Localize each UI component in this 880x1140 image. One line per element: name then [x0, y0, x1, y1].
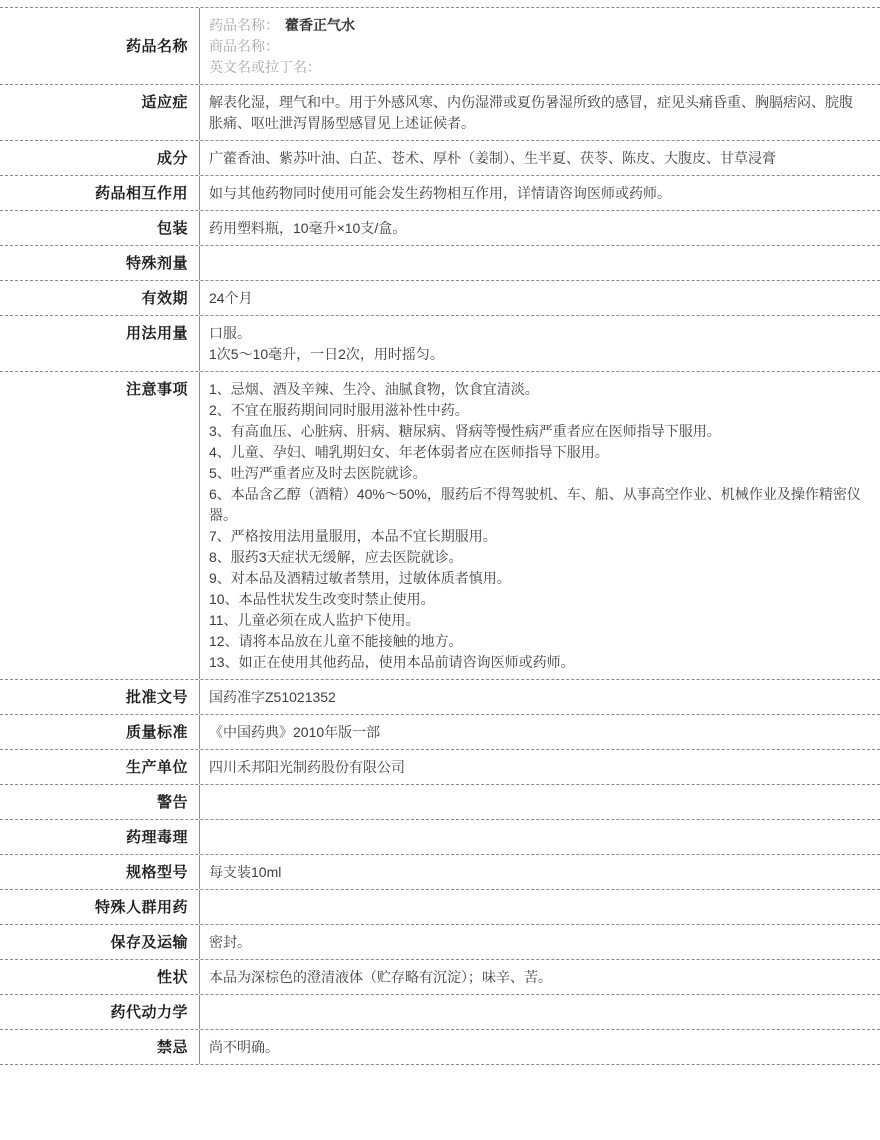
row-content: [200, 141, 880, 175]
trade-name-key: 商品名称：: [209, 38, 279, 54]
table-row: [0, 995, 880, 1030]
latin-name-line: [209, 57, 866, 78]
content-paragraph: 四川禾邦阳光制药股份有限公司: [209, 759, 405, 775]
content-paragraph: 4、儿童、孕妇、哺乳期妇女、年老体弱者应在医师指导下服用。: [209, 444, 609, 460]
trade-name-line: [209, 36, 866, 57]
row-label: 适应症: [141, 94, 188, 111]
content-paragraph: 10、本品性状发生改变时禁止使用。: [209, 591, 435, 607]
row-content: [200, 372, 880, 679]
row-label-cell: [0, 960, 200, 994]
row-label: 药品名称: [125, 38, 188, 55]
drug-name-value: 藿香正气水: [285, 17, 355, 33]
row-label: 药代动力学: [110, 1004, 188, 1021]
content-paragraph: 1、忌烟、酒及辛辣、生冷、油腻食物，饮食宜清淡。: [209, 381, 539, 397]
content-paragraph: 国药准字Z51021352: [209, 689, 336, 705]
table-row: [0, 246, 880, 281]
row-label-cell: [0, 785, 200, 819]
row-label-cell: [0, 281, 200, 315]
row-content: [200, 890, 880, 924]
content-paragraph: 本品为深棕色的澄清液体（贮存略有沉淀）；味辛、苦。: [209, 969, 552, 985]
content-paragraph: 口服。: [209, 325, 251, 341]
row-label: 特殊剂量: [125, 255, 188, 272]
table-row: [0, 176, 880, 211]
table-row-drug-name: [0, 8, 880, 85]
table-row: [0, 281, 880, 316]
row-content: [200, 750, 880, 784]
table-row: [0, 855, 880, 890]
row-label: 性状: [156, 969, 188, 986]
row-label-cell: [0, 176, 200, 210]
row-content: [200, 855, 880, 889]
content-paragraph: 11、儿童必须在成人监护下使用。: [209, 612, 420, 628]
row-content: [200, 1030, 880, 1064]
content-paragraph: 6、本品含乙醇（酒精）40%～50%，服药后不得驾驶机、车、船、从事高空作业、机械作业及操作精密仪器。: [209, 486, 861, 523]
drug-name-key: 药品名称：: [209, 17, 279, 33]
row-label: 质量标准: [125, 724, 188, 741]
content-paragraph: 1次5～10毫升，一日2次，用时摇匀。: [209, 346, 444, 362]
row-content: [200, 8, 880, 84]
content-paragraph: 5、吐泻严重者应及时去医院就诊。: [209, 465, 427, 481]
content-paragraph: 广藿香油、紫苏叶油、白芷、苍术、厚朴（姜制）、生半夏、茯苓、陈皮、大腹皮、甘草浸膏: [209, 150, 776, 166]
row-label: 特殊人群用药: [94, 899, 188, 916]
row-content: [200, 820, 880, 854]
row-content: [200, 316, 880, 371]
row-label-cell: [0, 890, 200, 924]
table-row: [0, 141, 880, 176]
row-label: 成分: [156, 150, 188, 167]
row-label-cell: [0, 372, 200, 679]
table-row: [0, 372, 880, 680]
row-label-cell: [0, 8, 200, 84]
row-label-cell: [0, 925, 200, 959]
row-content: [200, 281, 880, 315]
content-paragraph: 每支装10ml: [209, 864, 282, 880]
row-label-cell: [0, 820, 200, 854]
row-content: [200, 85, 880, 140]
table-row: [0, 85, 880, 141]
row-label: 生产单位: [125, 759, 188, 776]
row-label-cell: [0, 316, 200, 371]
row-label-cell: [0, 750, 200, 784]
content-paragraph: 解表化湿，理气和中。用于外感风寒、内伤湿滞或夏伤暑湿所致的感冒，症见头痛昏重、胸膈痞闷、脘腹胀痛、呕吐泄泻胃肠型感冒见上述证候者。: [209, 94, 853, 131]
table-row: [0, 890, 880, 925]
row-label: 规格型号: [125, 864, 188, 881]
row-label: 药理毒理: [125, 829, 188, 846]
row-label: 包装: [156, 220, 188, 237]
row-content: [200, 960, 880, 994]
row-label: 禁忌: [156, 1039, 188, 1056]
row-content: [200, 995, 880, 1029]
row-content: [200, 246, 880, 280]
row-label: 注意事项: [125, 381, 188, 398]
row-label-cell: [0, 995, 200, 1029]
row-label-cell: [0, 141, 200, 175]
row-label-cell: [0, 680, 200, 714]
content-paragraph: 9、对本品及酒精过敏者禁用，过敏体质者慎用。: [209, 570, 511, 586]
table-row: [0, 925, 880, 960]
row-label: 用法用量: [125, 325, 188, 342]
table-row: [0, 820, 880, 855]
row-label-cell: [0, 211, 200, 245]
row-label-cell: [0, 715, 200, 749]
content-paragraph: 药用塑料瓶，10毫升×10支/盒。: [209, 220, 407, 236]
row-content: [200, 925, 880, 959]
row-label-cell: [0, 246, 200, 280]
row-label-cell: [0, 85, 200, 140]
content-paragraph: 如与其他药物同时使用可能会发生药物相互作用，详情请咨询医师或药师。: [209, 185, 671, 201]
table-row: [0, 750, 880, 785]
table-row: [0, 960, 880, 995]
table-row: [0, 1030, 880, 1065]
content-paragraph: 13、如正在使用其他药品，使用本品前请咨询医师或药师。: [209, 654, 575, 670]
content-paragraph: 12、请将本品放在儿童不能接触的地方。: [209, 633, 463, 649]
row-content: [200, 680, 880, 714]
content-paragraph: 2、不宜在服药期间同时服用滋补性中药。: [209, 402, 469, 418]
content-paragraph: 7、严格按用法用量服用，本品不宜长期服用。: [209, 528, 497, 544]
row-label: 保存及运输: [110, 934, 188, 951]
row-label: 有效期: [141, 290, 188, 307]
table-row: [0, 316, 880, 372]
row-content: [200, 211, 880, 245]
content-paragraph: 3、有高血压、心脏病、肝病、糖尿病、肾病等慢性病严重者应在医师指导下服用。: [209, 423, 721, 439]
row-label: 药品相互作用: [94, 185, 188, 202]
drug-info-table: [0, 7, 880, 1065]
latin-name-key: 英文名或拉丁名：: [209, 59, 321, 75]
row-content: [200, 785, 880, 819]
content-paragraph: 尚不明确。: [209, 1039, 279, 1055]
row-label-cell: [0, 1030, 200, 1064]
content-paragraph: 8、服药3天症状无缓解，应去医院就诊。: [209, 549, 463, 565]
row-content: [200, 715, 880, 749]
row-label: 批准文号: [125, 689, 188, 706]
content-paragraph: 24个月: [209, 290, 253, 306]
table-row: [0, 211, 880, 246]
table-row: [0, 785, 880, 820]
row-content: [200, 176, 880, 210]
table-row: [0, 715, 880, 750]
table-row: [0, 680, 880, 715]
content-paragraph: 《中国药典》2010年版一部: [209, 724, 381, 740]
content-paragraph: 密封。: [209, 934, 251, 950]
row-label-cell: [0, 855, 200, 889]
drug-name-line: [209, 15, 866, 36]
row-label: 警告: [156, 794, 188, 811]
